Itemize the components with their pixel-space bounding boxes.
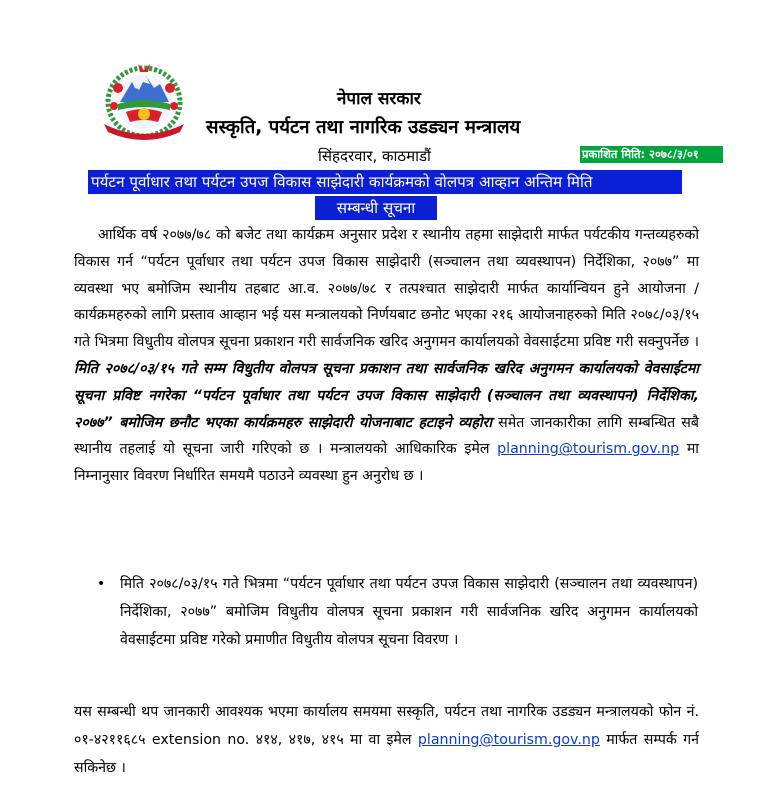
notice-title-line-1: पर्यटन पूर्वाधार तथा पर्यटन उपज विकास साझेदारी कार्यक्रमको वोलपत्र आव्हान अन्तिम मिति (88, 170, 682, 194)
deadline-emphasis-text: मिति २०७८/०३/१५ गते सम्म विधुतीय वोलपत्र सूचना प्रकाशन तथा सार्वजनिक खरिद अनुगमन कार्यालयको वेवसाईटमा सूचना प्रविष्ट नगरेका “पर्यटन पूर्वाधार तथा पर्यटन उपज विकास साझेदारी (सञ्चालन तथा व्यवस्थापन) निर्देशिका, २०७७” बमोजिम छनौट भएका कार्यक्रमहरु साझेदारी योजनाबाट हटाइने व्यहोरा (74, 360, 699, 431)
contact-text-end: मार्फत सम्पर्क गर्न सकिनेछ । (74, 732, 699, 776)
notice-title-line-2: सम्बन्धी सूचना (315, 196, 437, 220)
ministry-name: सस्कृति, पर्यटन तथा नागरिक उडड्यन मन्त्रालय (206, 117, 521, 138)
published-date-badge: प्रकाशित मिति: २०७८/३/०१ (580, 146, 723, 163)
contact-email-link[interactable]: planning@tourism.gov.np (417, 732, 600, 748)
bullet-dot-icon: • (97, 576, 106, 592)
contact-text: यस सम्बन्धी थप जानकारी आवश्यक भएमा कार्यालय समयमा सस्कृति, पर्यटन तथा नागरिक उडड्यन मन्त्रालयको फोन नं. ०१-४२११६८५ extension no. ४१४, ४१७, ४१५ मा वा इमेल (74, 704, 699, 748)
government-name: नेपाल सरकार (337, 89, 421, 109)
paragraph-text-end: मा निम्नानुसार विवरण निर्धारित समयमै पठाउने व्यवस्था हुन अनुरोध छ । (74, 441, 699, 485)
ministry-address: सिंहदरवार, काठमाडौं (318, 147, 431, 165)
contact-paragraph (74, 698, 699, 782)
nepal-government-emblem-icon (98, 58, 190, 140)
paragraph-text-intro: आर्थिक वर्ष २०७७/७८ को बजेट तथा कार्यक्रम अनुसार प्रदेश र स्थानीय तहमा साझेदारी मार्फत पर्यटकीय गन्तव्यहरुको विकास गर्न “पर्यटन पूर्वाधार तथा पर्यटन उपज विकास साझेदारी (सञ्चालन तथा व्यवस्थापन) निर्देशिका, २०७७” मा व्यवस्था भए बमोजिम स्थानीय तहबाट आ.व. २०७७/७८ र तत्पश्चात साझेदारी मार्फत कार्यान्वियन हुने आयोजना / कार्यक्रमहरुको लागि प्रस्ताव आव्हान भई यस मन्त्रालयको निर्णयबाट छनोट भएका २१६ आयोजनाहरुको मिति २०७८/०३/१५ गते भित्रमा विधुतीय वोलपत्र सूचना प्रकाशन गरी सार्वजनिक खरिद अनुगमन कार्यालयको वेवसाईटमा प्रविष्ट गरी सक्नुपर्नेछ । (74, 227, 699, 351)
notice-body-paragraph (74, 222, 699, 490)
ministry-email-link[interactable]: planning@tourism.gov.np (497, 441, 680, 458)
paragraph-text-middle: समेत जानकारीका लागि सम्बन्धित सबै स्थानीय तहलाई यो सूचना जारी गरिएको छ । मन्त्रालयको आधिकारिक इमेल (74, 414, 699, 458)
requirement-list-item: मिति २०७८/०३/१५ गते भित्रमा “पर्यटन पूर्वाधार तथा पर्यटन उपज विकास साझेदारी (सञ्चालन तथा व्यवस्थापन) निर्देशिका, २०७७” बमोजिम विधुतीय वोलपत्र सूचना प्रकाशन गरी सार्वजनिक खरिद अनुगमन कार्यालयको वेवसाईटमा प्रविष्ट गरेको प्रमाणीत विधुतीय वोलपत्र सूचना विवरण । (120, 576, 698, 648)
